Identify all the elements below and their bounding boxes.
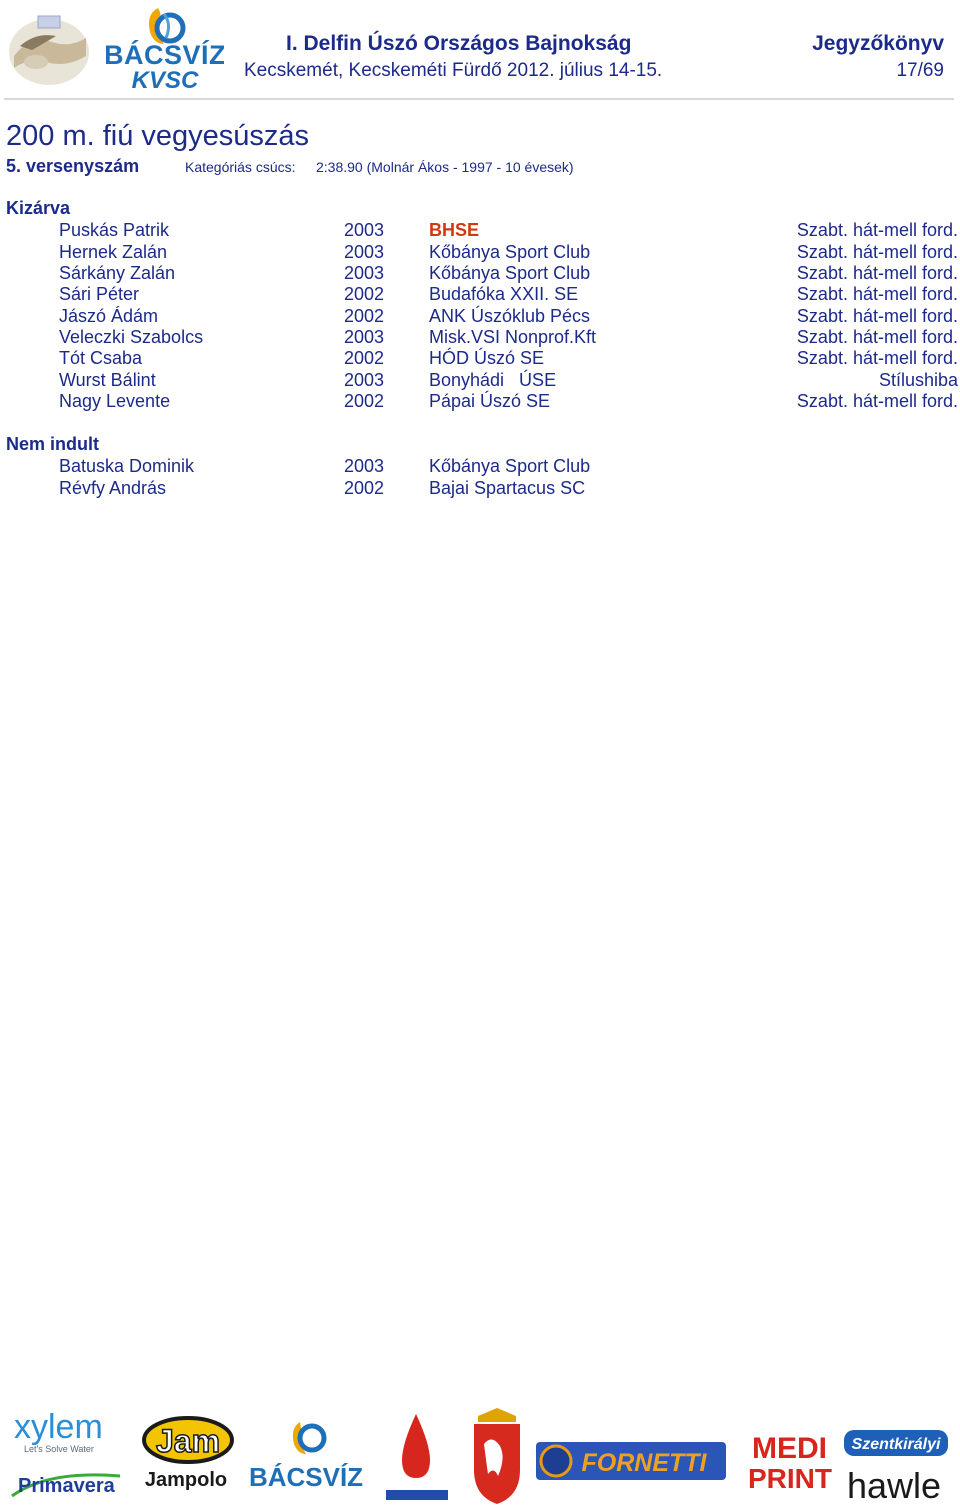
sponsor-mediprint [742,1404,832,1508]
hawle-logo-text: hawle [846,1465,942,1506]
logo-main-bottom: KVSC [131,67,199,90]
table-row [0,348,960,370]
swimmer-name: Sárkány Zalán [59,263,176,283]
swimmer-name: Nagy Levente [59,391,171,411]
xylem-logo-text: xylem [14,1408,103,1446]
birth-year: 2003 [344,263,385,283]
medi-logo-text: MEDI [752,1432,827,1465]
sponsor-xylem-primavera [8,1404,130,1508]
table-row [0,456,960,478]
section-title-disqualified: Kizárva [6,198,71,218]
swimmer-name: Batuska Dominik [59,456,195,476]
birth-year: 2003 [344,220,385,240]
swimmer-name: Jászó Ádám [59,306,159,326]
birth-year: 2002 [344,284,385,304]
club-name: Kőbánya Sport Club [429,263,591,283]
club-name: Bajai Spartacus SC [429,478,586,498]
jampolo-logo-text: Jampolo [144,1469,228,1491]
page-number: 17/69 [896,60,944,81]
club-name: Kőbánya Sport Club [429,456,591,476]
club-name: Bonyhádi ÚSE [429,370,557,390]
club-name: Misk.VSI Nonprof.Kft [429,327,597,347]
event-number: 5. versenyszám [6,156,140,176]
primavera-logo-text: Primavera [18,1475,115,1497]
sponsor-drop [372,1404,462,1508]
bacsviz-kvsc-logo [106,4,224,90]
swimmer-name: Wurst Bálint [59,370,156,390]
szentkiralyi-logo-text: Szentkirályi [851,1436,941,1453]
club-name: ANK Úszóklub Pécs [429,306,591,326]
swimmer-name: Révfy András [59,478,167,498]
dq-reason: Szabt. hát-mell ford. [796,263,958,283]
dq-reason: Szabt. hát-mell ford. [796,391,958,411]
venue-date: Kecskemét, Kecskeméti Fürdő 2012. július 14-15. [244,60,663,81]
club-name: Kőbánya Sport Club [429,242,591,262]
swimmer-name: Hernek Zalán [59,242,168,262]
sponsor-coat-of-arms [468,1404,526,1508]
championship-title: I. Delfin Úszó Országos Bajnokság [286,32,632,55]
sponsor-bacsviz [244,1404,368,1508]
swimmer-name: Tót Csaba [59,348,143,368]
table-row [0,391,960,413]
table-row [0,284,960,306]
dq-reason: Szabt. hát-mell ford. [796,284,958,304]
birth-year: 2002 [344,478,385,498]
dq-reason: Szabt. hát-mell ford. [796,348,958,368]
swimmer-name: Veleczki Szabolcs [59,327,204,347]
club-name: BHSE [429,220,480,240]
dq-reason: Stílushiba [878,370,958,390]
logo-main-top: BÁCSVÍZ [106,40,224,70]
print-logo-text: PRINT [748,1463,832,1494]
document-type: Jegyzőkönyv [812,32,944,55]
table-row [0,370,960,392]
sponsor-jampolo [132,1404,242,1508]
table-row [0,306,960,328]
event-title: 200 m. fiú vegyesúszás [6,120,310,152]
record-value: 2:38.90 (Molnár Ákos - 1997 - 10 évesek) [316,159,574,175]
jam-logo-text: Jam [155,1423,221,1459]
sponsor-szentkiralyi-hawle [836,1404,954,1508]
swimmer-name: Puskás Patrik [59,220,170,240]
birth-year: 2002 [344,348,385,368]
club-name: HÓD Úszó SE [429,348,545,368]
sponsor-fornetti [532,1404,732,1508]
birth-year: 2003 [344,242,385,262]
club-name: Pápai Úszó SE [429,391,551,411]
section-title-did-not-start: Nem indult [6,434,99,454]
event-logo [6,12,92,88]
bacsviz-logo-text: BÁCSVÍZ [248,1462,364,1492]
dq-reason: Szabt. hát-mell ford. [796,242,958,262]
header-divider [4,98,954,100]
table-row [0,263,960,285]
birth-year: 2003 [344,370,385,390]
birth-year: 2003 [344,327,385,347]
table-row [0,478,960,500]
table-row [0,327,960,349]
table-row [0,220,960,242]
record-label: Kategóriás csúcs: [185,159,296,175]
table-row [0,242,960,264]
xylem-tagline: Let's Solve Water [24,1444,94,1454]
dq-reason: Szabt. hát-mell ford. [796,220,958,240]
birth-year: 2003 [344,456,385,476]
birth-year: 2002 [344,391,385,411]
dq-reason: Szabt. hát-mell ford. [796,327,958,347]
club-name: Budafóka XXII. SE [429,284,579,304]
dq-reason: Szabt. hát-mell ford. [796,306,958,326]
fornetti-logo-text: FORNETTI [581,1449,707,1477]
swimmer-name: Sári Péter [59,284,140,304]
birth-year: 2002 [344,306,385,326]
